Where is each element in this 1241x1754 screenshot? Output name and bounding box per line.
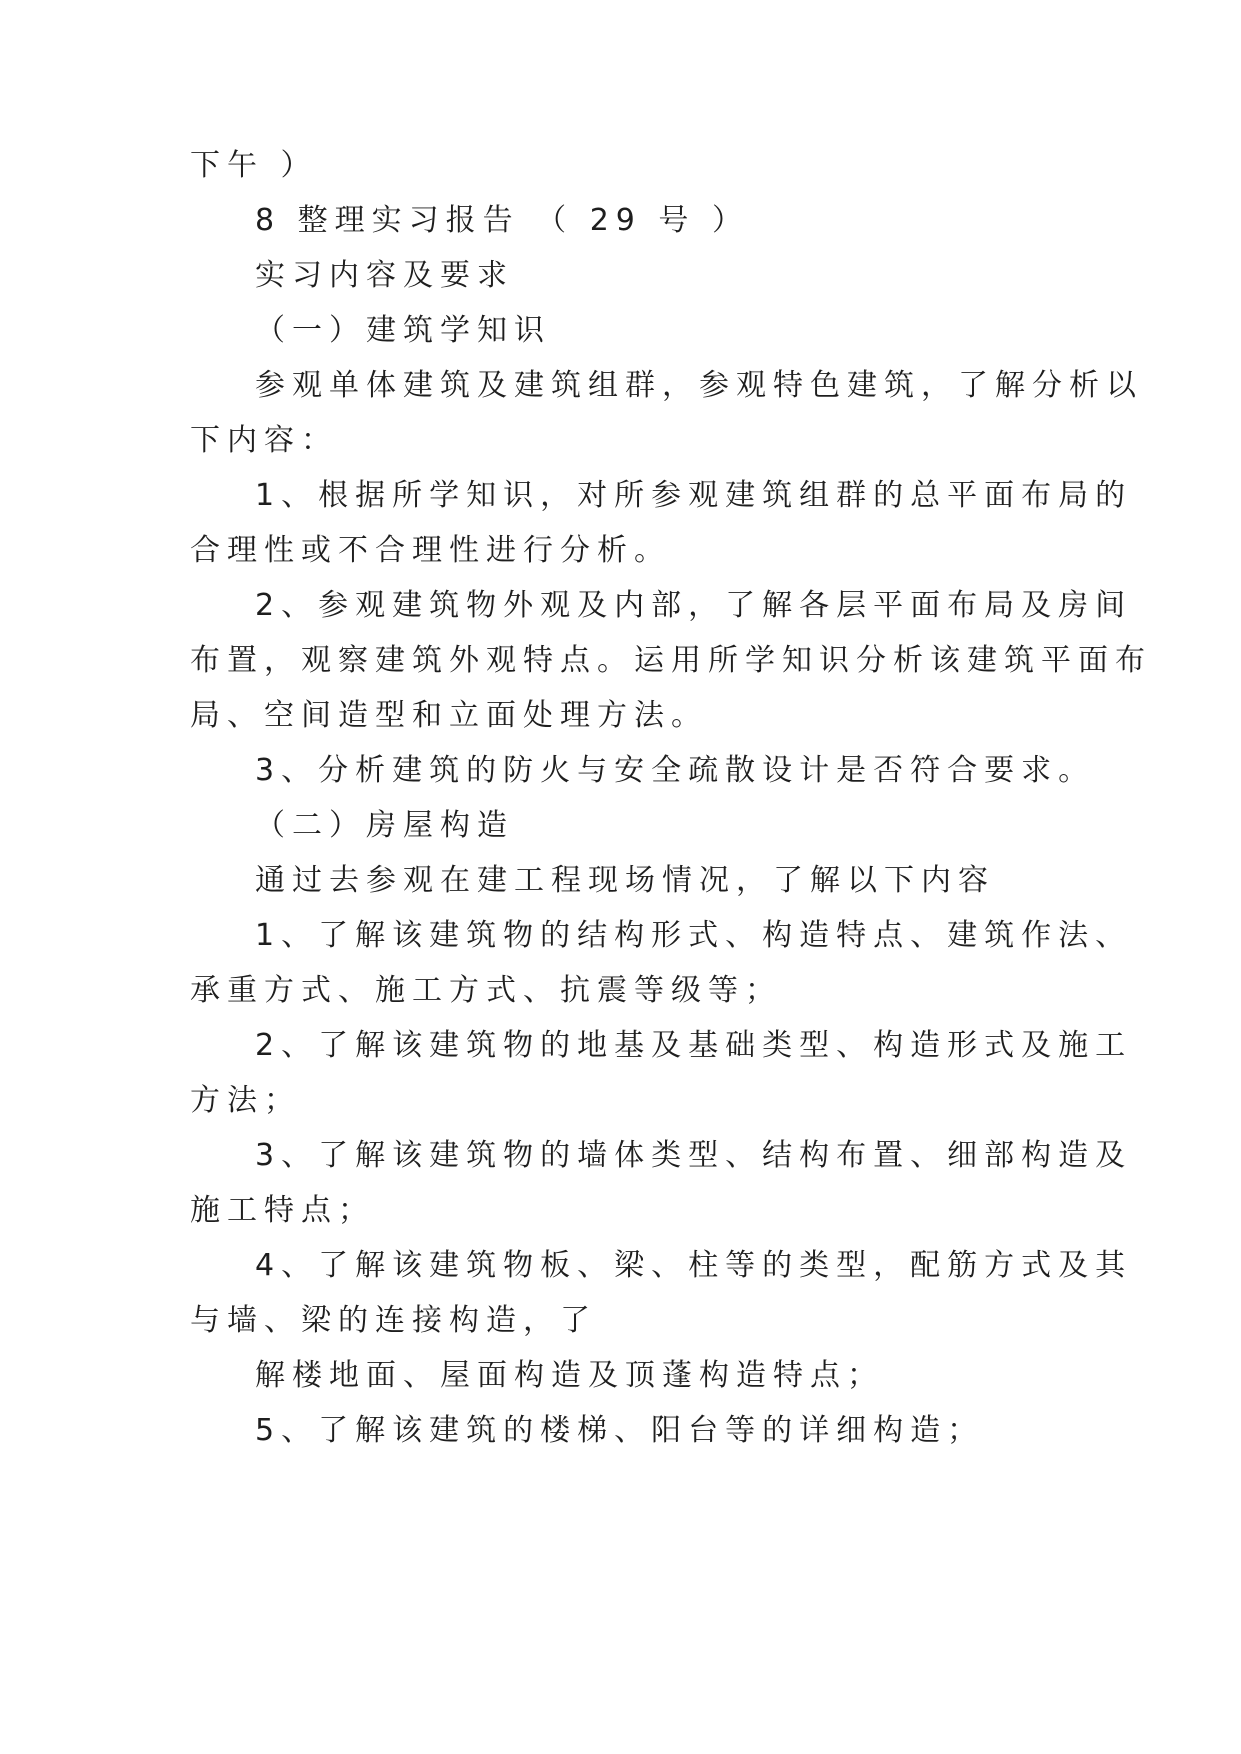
text-line: 布置，观察建筑外观特点。运用所学知识分析该建筑平面布 <box>190 643 1152 678</box>
text-line: 施工特点； <box>190 1193 375 1228</box>
text-line: 参观单体建筑及建筑组群，参观特色建筑，了解分析以 <box>255 368 1143 403</box>
text-line: 合理性或不合理性进行分析。 <box>190 533 671 568</box>
text-line: 通过去参观在建工程现场情况，了解以下内容 <box>255 863 995 898</box>
text-line: 2、了解该建筑物的地基及基础类型、构造形式及施工 <box>255 1028 1133 1063</box>
text-line: 3、分析建筑的防火与安全疏散设计是否符合要求。 <box>255 753 1096 788</box>
text-line: 1、根据所学知识，对所参观建筑组群的总平面布局的 <box>255 478 1133 513</box>
section-heading: （一）建筑学知识 <box>255 313 551 348</box>
text-line: 解楼地面、屋面构造及顶蓬构造特点； <box>255 1358 884 1393</box>
text-line: 与墙、梁的连接构造，了 <box>190 1303 597 1338</box>
section-heading: （二）房屋构造 <box>255 808 514 843</box>
text-line: 2、参观建筑物外观及内部，了解各层平面布局及房间 <box>255 588 1133 623</box>
text-line: 8 整理实习报告 （ 29 号 ） <box>255 203 749 238</box>
text-line: 实习内容及要求 <box>255 258 514 293</box>
text-line: 4、了解该建筑物板、梁、柱等的类型，配筋方式及其 <box>255 1248 1133 1283</box>
text-line: 下午 ） <box>190 148 318 183</box>
text-line: 5、了解该建筑的楼梯、阳台等的详细构造； <box>255 1413 985 1448</box>
text-line: 3、了解该建筑物的墙体类型、结构布置、细部构造及 <box>255 1138 1133 1173</box>
text-line: 方法； <box>190 1083 301 1118</box>
text-line: 下内容： <box>190 423 338 458</box>
text-line: 局、空间造型和立面处理方法。 <box>190 698 708 733</box>
text-line: 承重方式、施工方式、抗震等级等； <box>190 973 782 1008</box>
text-line: 1、了解该建筑物的结构形式、构造特点、建筑作法、 <box>255 918 1133 953</box>
